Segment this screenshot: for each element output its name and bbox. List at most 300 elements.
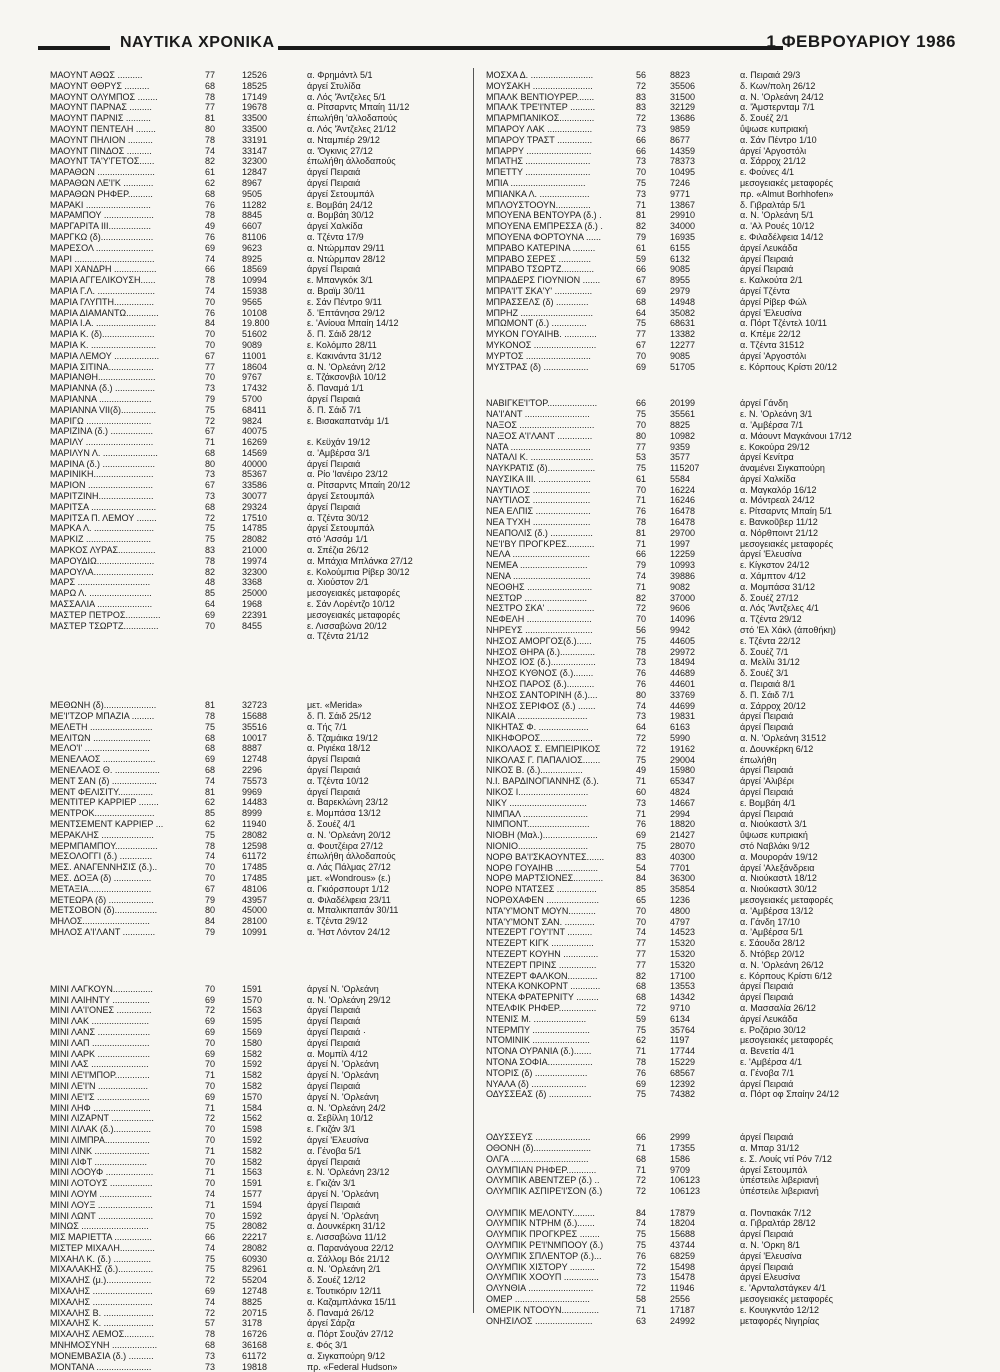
tonnage: 1997 (670, 538, 691, 549)
ship-row (486, 1057, 906, 1068)
ship-row (486, 409, 906, 420)
build-year: 61 (636, 473, 647, 484)
ship-status: α. Γένοβα 5/1 (307, 1145, 362, 1156)
ship-status: στό Ναβλάκι 9/12 (740, 840, 810, 851)
ship-status: ε. Μπανγκόκ 3/1 (307, 275, 373, 286)
ship-name: ΜΠΡΗΖ ............................. (486, 307, 594, 318)
ship-status: άργεί 'Ελευσίνα (740, 307, 802, 318)
build-year: 72 (636, 1283, 647, 1294)
ship-row (486, 81, 906, 92)
build-year: 70 (205, 1059, 216, 1070)
ship-status: ε. Φιλαδέλφεια 14/12 (740, 231, 824, 242)
ship-row (50, 1059, 470, 1070)
ship-name: ΜΑΡΙΛΥΝ Λ. ...................... (50, 447, 158, 458)
ship-name: ΜΕΝΕΛΑΟΣ ..................... (50, 754, 156, 765)
ship-row (486, 340, 906, 351)
ship-name: ΜΑΡΙΖΙΝΑ (δ.) ................. (50, 426, 154, 437)
ship-name: ΜΑΡΓΚΩ (δ)..................... (50, 231, 154, 242)
ship-row (486, 146, 906, 157)
ship-status: α. Γάνδη 17/10 (740, 916, 800, 927)
ship-name: ΜΟΝΕΜΒΑΣΙΑ (δ.) .......... (50, 1350, 154, 1361)
ship-row (486, 711, 906, 722)
tonnage: 40000 (242, 458, 268, 469)
ship-row (50, 984, 470, 995)
ship-row (50, 1264, 470, 1275)
build-year: 76 (636, 679, 647, 690)
build-year: 70 (205, 983, 216, 994)
build-year: 68 (636, 992, 647, 1003)
tonnage: 16478 (670, 517, 696, 528)
tonnage: 14785 (242, 523, 268, 534)
ship-row (50, 1178, 470, 1189)
build-year: 68 (636, 981, 647, 992)
ship-row (50, 776, 470, 787)
ship-row (486, 102, 906, 113)
tonnage: 48106 (242, 883, 268, 894)
ship-row (50, 254, 470, 265)
build-year: 75 (636, 409, 647, 420)
tonnage: 1584 (242, 1102, 263, 1113)
tonnage: 106123 (670, 1175, 701, 1186)
ship-status: α. Ν. 'Ορλεάνη 2/1 (307, 1264, 381, 1275)
build-year: 70 (205, 329, 216, 340)
build-year: 76 (205, 199, 216, 210)
ship-row (50, 1340, 470, 1351)
ship-status: α. Χιούστον 2/1 (307, 577, 369, 588)
ship-status: άργεί Λευκάδα (740, 242, 798, 253)
ship-row (486, 657, 906, 668)
ship-row (50, 1146, 470, 1157)
ship-row (50, 124, 470, 135)
ship-status: μεσογειακές μεταφορές (307, 609, 400, 620)
ship-status: α. Ν. 'Ορλεάνη 24/2 (307, 1102, 386, 1113)
ship-row (486, 1068, 906, 1079)
ship-name: ΜΕΝΤΣΕΜΕΝΤ ΚΑΡΡΙΕΡ ... (50, 819, 164, 829)
build-year: 82 (636, 221, 647, 232)
ship-row (486, 614, 906, 625)
ship-status: άργεί Πειραιά (307, 167, 361, 178)
tonnage: 32300 (242, 156, 268, 167)
ship-row (486, 755, 906, 766)
tonnage: 9565 (242, 296, 263, 307)
ship-status: α. Δουνκέρκη 6/12 (740, 743, 814, 754)
ship-row (486, 1025, 906, 1036)
build-year: 74 (205, 1188, 216, 1199)
ship-row (50, 1135, 470, 1146)
build-year: 72 (636, 1261, 647, 1272)
tonnage: 35854 (670, 884, 696, 895)
build-year: 70 (205, 1037, 216, 1048)
tonnage: 61172 (242, 1350, 267, 1361)
ship-name: ΜΑΡΙΑ Κ. .......................... (50, 339, 157, 350)
ship-status: ε. 'Αμβέρσα 4/1 (740, 1056, 802, 1067)
ship-row (50, 588, 470, 599)
ship-name: ΜΠΙΑ .............................. (486, 177, 586, 188)
ship-name: ΜΑΟΥΝΤ ΠΗΛΙΟΝ .......... (50, 134, 153, 145)
tonnage: 15478 (670, 1272, 696, 1283)
ship-name: ΜΑΡΙΤΣΑ Π. ΛΕΜΟΥ ........ (50, 512, 157, 523)
ship-row (50, 340, 470, 351)
ship-name: ΟΛΥΝΘΙΑ .......................... (486, 1283, 594, 1294)
ship-name: ΜΑΡΣ ............................. (50, 577, 151, 588)
ship-row (486, 960, 906, 971)
ship-name: ΜΥΡΤΟΣ .......................... (486, 350, 591, 361)
build-year: 69 (205, 609, 216, 620)
tonnage: 18569 (242, 264, 268, 275)
ship-row (50, 523, 470, 534)
ship-status: α. Τζέντα 10/12 (307, 775, 369, 786)
ship-row (486, 1143, 906, 1154)
build-year: 72 (205, 512, 216, 523)
build-year: 74 (205, 1296, 216, 1307)
ship-name: ΜΠΡΑΔΕΡΣ ΓΙΟΥΝΙΟΝ ....... (486, 275, 601, 286)
build-year: 62 (205, 177, 216, 188)
tonnage: 28100 (242, 916, 268, 927)
ship-name: ΜΑΡΙΓΩ .......................... (50, 415, 152, 426)
build-year: 72 (636, 603, 647, 614)
tonnage: 30077 (242, 491, 268, 502)
tonnage: 106123 (670, 1186, 701, 1197)
ship-row (486, 668, 906, 679)
ship-name: ΜΕΝΤ ΦΕΛΙΣΙΤΥ.............. (50, 786, 153, 797)
ship-row (50, 178, 470, 189)
ship-row (50, 210, 470, 221)
ship-row (486, 1154, 906, 1165)
build-year: 72 (205, 415, 216, 426)
ship-name: Ν.Ι. ΒΑΡΔΙΝΟΓΙΑΝΝΗΣ (δ.). (486, 776, 599, 787)
ship-name: ΝΑ'Ι'ΑΝΤ .......................... (486, 409, 590, 420)
tonnage: 40300 (670, 851, 696, 862)
build-year: 81 (205, 113, 216, 124)
build-year: 64 (205, 599, 216, 610)
ship-row (50, 167, 470, 178)
ship-name: ΜΙΝΙ ΛΩΝΤ ...................... (50, 1210, 154, 1221)
ship-status: α. Φουτζέιρα 27/12 (307, 840, 384, 851)
ship-status: άργεί 'Ελευσίνα (307, 1134, 369, 1145)
ship-status: άργεί Ν. 'Ορλεάνη (307, 1070, 379, 1081)
ship-name: ΜΙΝΙ ΛΙΜΠΡΑ.................. (50, 1134, 150, 1145)
ship-name: ΜΑΡΙ ΧΑΝΔΡΗ ................. (50, 264, 157, 275)
build-year: 68 (205, 743, 216, 754)
tonnage: 16224 (670, 484, 696, 495)
ship-status: έπωλήθη 'αλλοδαπούς (307, 113, 398, 124)
ship-status: α. Μομπάσα 31/12 (740, 581, 815, 592)
ship-name: ΜΑΡΑΘΩΝ ΛΕ'Ι'Κ ............ (50, 177, 154, 188)
build-year: 66 (636, 264, 647, 275)
build-year: 71 (636, 199, 647, 210)
build-year: 56 (636, 70, 647, 80)
ship-status: μεσογειακές μεταφορές (740, 1035, 833, 1046)
build-year: 68 (205, 447, 216, 458)
build-year: 73 (636, 657, 647, 668)
ship-row (50, 102, 470, 113)
ship-status: μεσογειακές μεταφορές (740, 177, 833, 188)
tonnage: 1570 (242, 994, 263, 1005)
ship-status: α. Τζέντα 21/12 (307, 631, 369, 642)
tonnage: 10982 (670, 430, 696, 441)
tonnage: 20199 (670, 398, 696, 409)
ship-name: ΜΑΟΥΝΤ ΠΑΡΝΑΣ ......... (50, 102, 152, 113)
ship-name: ΜΟΥΣΑΚΗ ........................ (486, 80, 593, 91)
ship-status: α. Σάρροχ 20/12 (740, 700, 806, 711)
ship-name: ΝΙΚΟΛΑΣ Γ. ΠΑΠΑΛΙΟΣ....... (486, 754, 601, 765)
ship-status: α. Μαγκαλόρ 16/12 (740, 484, 817, 495)
ship-status: α. Κπέμε 22/12 (740, 329, 801, 340)
ship-status: α. Παρανάγουα 22/12 (307, 1242, 394, 1253)
ship-name: ΜΑΡΟΥΛΑ........................ (50, 566, 154, 577)
tonnage: 21000 (242, 545, 268, 556)
ship-status: α. Ντώρμπαν 28/12 (307, 253, 386, 264)
ship-row (50, 1221, 470, 1232)
tonnage: 14523 (670, 927, 696, 938)
tonnage: 1968 (242, 599, 263, 610)
ship-name: ΜΠΟΥΕΝΑ ΒΕΝΤΟΥΡΑ (δ.) . (486, 210, 602, 221)
ship-name: ΟΛΥΜΠΙΚ ΝΤΡΗΜ (δ.)....... (486, 1218, 595, 1229)
ship-status: α. 'Αμβέρσα 3/1 (307, 447, 371, 458)
ship-row (50, 480, 470, 491)
ship-name: ΜΕΘΩΝΗ (δ)..................... (50, 700, 157, 711)
ship-row (486, 830, 906, 841)
build-year: 68 (205, 501, 216, 512)
build-year: 70 (205, 872, 216, 883)
tonnage: 17187 (670, 1304, 696, 1315)
ship-row (50, 733, 470, 744)
tonnage: 4797 (670, 916, 691, 927)
build-year: 77 (636, 959, 647, 970)
ship-row (486, 852, 906, 863)
ship-name: ΜΙΝΙ ΛΑΠ ....................... (50, 1037, 150, 1048)
ship-row (486, 528, 906, 539)
ship-row (50, 995, 470, 1006)
ship-status: άργεί Πειραιά (307, 786, 361, 797)
tonnage: 2999 (670, 1132, 691, 1143)
ship-row (50, 437, 470, 448)
ship-row (50, 556, 470, 567)
ship-row (486, 264, 906, 275)
build-year: 84 (636, 1207, 647, 1218)
ship-status: άργεί Πειραιά (740, 253, 794, 264)
ship-row (486, 1014, 906, 1025)
ship-row (50, 1167, 470, 1178)
build-year: 66 (205, 264, 216, 275)
ship-row (486, 722, 906, 733)
tonnage: 9771 (670, 188, 691, 199)
ship-status: ε. 'Αρνταλστάγκεν 4/1 (740, 1283, 827, 1294)
tonnage: 34000 (670, 221, 696, 232)
tonnage: 5584 (670, 473, 691, 484)
tonnage: 15320 (670, 948, 696, 959)
right-column (486, 70, 906, 1326)
ship-status: δ. Σουέζ 3/1 (740, 668, 789, 679)
ship-status: α. Ν. 'Ορλεάνη 29/12 (307, 994, 391, 1005)
ship-status: α. Δουνκέρκη 31/12 (307, 1221, 386, 1232)
build-year: 78 (636, 1056, 647, 1067)
tonnage: 28082 (242, 1221, 268, 1232)
ship-row (486, 884, 906, 895)
ship-status: α. Γιβραλτάρ 28/12 (740, 1218, 816, 1229)
build-year: 67 (205, 350, 216, 361)
ship-name: ΜΑΡΑΘΩΝ ....................... (50, 167, 155, 178)
ship-row (486, 1294, 906, 1305)
build-year: 73 (636, 711, 647, 722)
ship-row (50, 1103, 470, 1114)
ship-row (50, 362, 470, 373)
build-year: 80 (205, 905, 216, 916)
build-year: 66 (636, 549, 647, 560)
ship-name: ΜΥΣΤΡΑΣ (δ) .................. (486, 361, 589, 372)
ship-row (486, 232, 906, 243)
build-year: 70 (636, 167, 647, 178)
tonnage: 1197 (670, 1035, 690, 1046)
ship-name: ΜΠΡΑ'Ι'Τ ΣΚΑ'Υ' ............... (486, 285, 593, 296)
ship-status: ε. Ν. 'Ορλεάνη 3/1 (740, 409, 813, 420)
tonnage: 2296 (242, 765, 263, 776)
ship-status: άργεί Πειραιά (307, 1199, 361, 1210)
ship-status: άργεί Σετουμπάλ (307, 188, 375, 199)
tonnage: 12392 (670, 1078, 696, 1089)
ship-status: μεσογειακές μεταφορές (740, 894, 833, 905)
tonnage: 16478 (670, 506, 696, 517)
build-year: 75 (636, 754, 647, 765)
tonnage: 43744 (670, 1240, 696, 1251)
ship-status: ε. Κίγκστον 24/12 (740, 560, 810, 571)
tonnage: 1594 (242, 1199, 263, 1210)
ship-status: δ. Κων/πολη 26/12 (740, 80, 816, 91)
ship-status: ε. Σάν Πέντρο 9/11 (307, 296, 382, 307)
ship-row (486, 819, 906, 830)
ship-status: ε. Βομβάη 4/1 (740, 797, 796, 808)
ship-row (486, 1046, 906, 1057)
ship-name: ΜΙΣΤΕΡ ΜΙΧΑΛΗ.............. (50, 1242, 155, 1253)
tonnage: 33500 (242, 123, 268, 134)
ship-row (50, 808, 470, 819)
ship-name: ΜΕΛΙΤΩΝ ....................... (50, 732, 151, 743)
ship-status: δ. Π. Σάιδ 7/1 (740, 689, 795, 700)
build-year: 75 (636, 1089, 647, 1100)
ship-row (50, 1308, 470, 1319)
ship-row (50, 927, 470, 938)
tonnage: 28082 (242, 1242, 268, 1253)
ship-name: ΝΑΞΟΣ .............................. (486, 419, 595, 430)
tonnage: 1598 (242, 1124, 263, 1135)
ship-row (50, 787, 470, 798)
tonnage: 2979 (670, 285, 691, 296)
tonnage: 9089 (242, 339, 263, 350)
build-year: 67 (205, 480, 216, 491)
build-year: 74 (636, 571, 647, 582)
tonnage: 2556 (670, 1294, 691, 1305)
build-year: 75 (205, 523, 216, 534)
ship-row (486, 156, 906, 167)
ship-status: ε. Ρίτσαρντς Μπαίη 5/1 (740, 506, 832, 517)
tonnage: 19678 (242, 102, 268, 113)
build-year: 83 (636, 851, 647, 862)
ship-status: πρ. «Almut Borhhofen» (740, 188, 834, 199)
ship-name: ΟΛΥΜΠΙΚ ΧΟΟΥΠ .............. (486, 1272, 599, 1283)
tonnage: 16246 (670, 495, 696, 506)
build-year: 70 (636, 484, 647, 495)
build-year: 75 (636, 1024, 647, 1035)
ship-row (486, 286, 906, 297)
build-year: 70 (205, 1134, 216, 1145)
build-year: 82 (205, 566, 216, 577)
ship-name: ΜΙΝΙ ΛΙΦΤ ..................... (50, 1156, 148, 1167)
build-year: 73 (636, 188, 647, 199)
ship-status: α. Ν. 'Ορλεάνη 31512 (740, 733, 827, 744)
tonnage: 32300 (242, 566, 268, 577)
ship-status: άργεί Χαλκίδα (740, 473, 796, 484)
ship-status: ὑπέστειλε λιβεριανή (740, 1175, 819, 1186)
ship-row (486, 1316, 906, 1327)
ship-name: ΝΤΟΝΑ ΣΟΦΙΑ.................. (486, 1056, 593, 1067)
tonnage: 1592 (242, 1059, 263, 1070)
ship-row (50, 534, 470, 545)
build-year: 70 (205, 1156, 216, 1167)
ship-row (486, 1218, 906, 1229)
ship-row (486, 690, 906, 701)
ship-name: ΜΑΡΑΚΙ .......................... (50, 199, 151, 210)
tonnage: 12526 (242, 70, 268, 80)
ship-name: ΜΙΧΑΛΗΣ Κ. .................... (50, 1318, 154, 1329)
ship-row (50, 156, 470, 167)
ship-status: α. Ν. 'Ορκη 8/1 (740, 1240, 801, 1251)
tonnage: 81106 (242, 231, 267, 242)
build-year: 62 (205, 797, 216, 808)
ship-name: ΝΙΜΠΟΝΤ......................... (486, 819, 590, 830)
ship-name: ΝΗΣΟΣ ΑΜΟΡΓΟΣ(δ.)...... (486, 635, 592, 646)
build-year: 77 (205, 102, 216, 113)
tonnage: 9082 (670, 581, 691, 592)
ship-row (50, 862, 470, 873)
ship-name: ΜΟΝΤΑΝΑ ...................... (50, 1361, 152, 1372)
ship-status: α. Ν. 'Ορλεάνη 26/12 (740, 959, 824, 970)
build-year: 79 (636, 560, 647, 571)
ship-status: άργεί Πειραιά (740, 808, 794, 819)
ship-status: ε. 'Ανίουα Μπαίη 14/12 (307, 318, 399, 329)
ship-row (50, 469, 470, 480)
ship-name: ΝΕΛΑ ............................... (486, 549, 591, 560)
tonnage: 1592 (242, 1210, 263, 1221)
ship-status: α. Νιούκαστλ 3/1 (740, 819, 807, 830)
ship-name: ΝΑΤΑ ................................ (486, 441, 591, 452)
ship-row (486, 560, 906, 571)
build-year: 69 (205, 994, 216, 1005)
ship-status: α. Πειραιά 29/3 (740, 70, 801, 80)
ship-status: άργεί Πειραιά · (307, 1026, 366, 1037)
ship-row (50, 1211, 470, 1222)
ship-status: άργεί Πειραιά (307, 458, 361, 469)
ship-name: ΜΠΕΤΤΥ .......................... (486, 167, 591, 178)
ship-name: ΜΑΡΚΟΣ ΛΥΡΑΣ............... (50, 545, 156, 556)
ship-status: ε. Σ. Λουίς ντί Ρόν 7/12 (740, 1153, 832, 1164)
ship-name: ΝΕΟΘΗΣ .......................... (486, 581, 593, 592)
tonnage: 1586 (670, 1153, 691, 1164)
ship-name: ΝΙΚΗΦΟΡΟΣ..................... (486, 733, 593, 744)
ship-status: άργεί Πειραιά (307, 765, 361, 776)
ship-row (50, 1351, 470, 1362)
ship-status: α. Τζέντα 29/12 (740, 614, 802, 625)
left-column (50, 70, 470, 1372)
ship-name: ΝΑΤΑΛΙ Κ. ......................... (486, 452, 594, 463)
ship-name: ΝΤΕΡΜΠΥ ....................... (486, 1024, 590, 1035)
ship-row (50, 830, 470, 841)
build-year: 66 (636, 145, 647, 156)
ship-name: ΜΑΡΙΑ Γ.Λ. ....................... (50, 285, 156, 296)
ship-status: άργεί Πειραιά (740, 992, 794, 1003)
ship-name: ΟΛΥΜΠΙΚ ΠΡΟΓΚΡΕΣ ........ (486, 1229, 600, 1240)
build-year: 70 (205, 1210, 216, 1221)
tonnage: 10994 (242, 275, 268, 286)
